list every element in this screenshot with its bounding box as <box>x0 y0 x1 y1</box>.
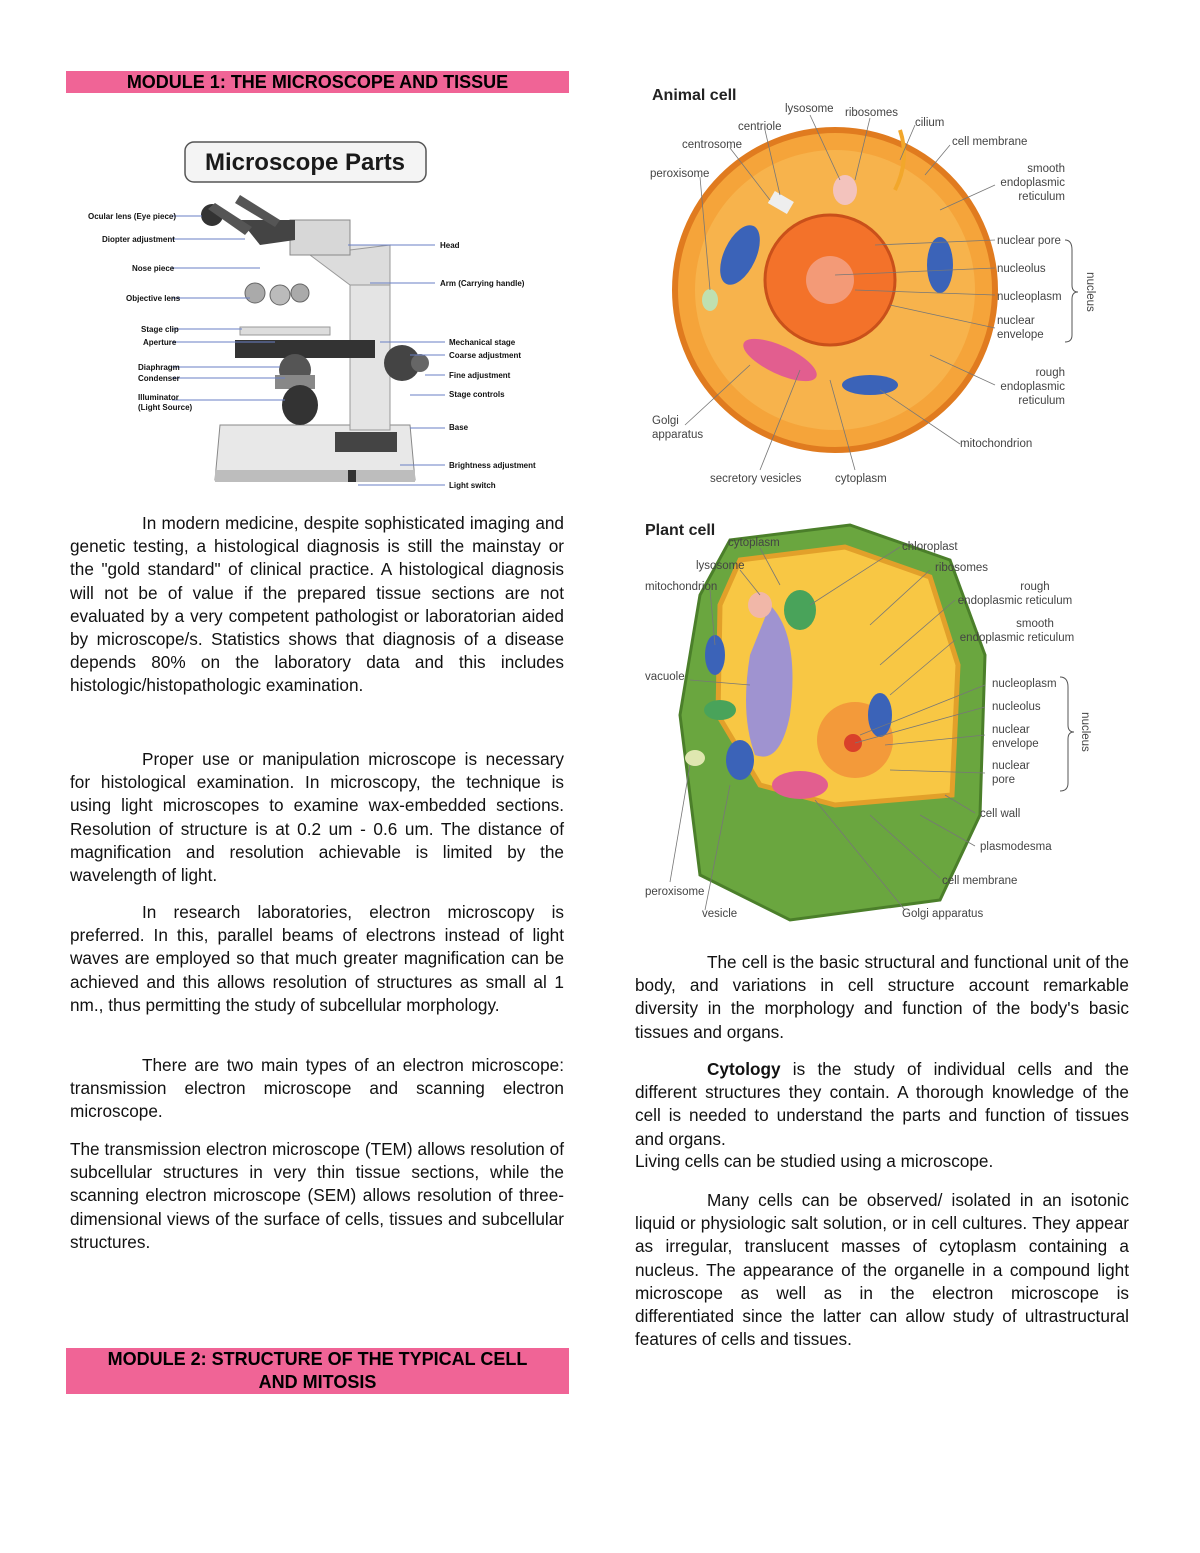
plant-label-chloroplast: chloroplast <box>902 541 958 553</box>
plant-label-nucleolus: nucleolus <box>992 701 1041 713</box>
label-head: Head <box>440 241 460 250</box>
animal-label-cytoplasm: cytoplasm <box>835 473 887 485</box>
label-ocular-lens: Ocular lens (Eye piece) <box>88 212 177 221</box>
animal-label-smooth: smooth <box>1027 163 1065 175</box>
cytology-term: Cytology <box>707 1059 781 1079</box>
label-base: Base <box>449 423 469 432</box>
plant-label-vesicle: vesicle <box>702 908 738 920</box>
plant-label-smooth-er: endoplasmic reticulum <box>959 632 1075 644</box>
animal-label-endoplasmic: endoplasmic <box>1000 177 1065 189</box>
label-diaphragm: Diaphragm <box>138 363 180 372</box>
animal-label-nucleolus: nucleolus <box>997 263 1046 275</box>
label-arm: Arm (Carrying handle) <box>440 279 525 288</box>
animal-label-cell-membrane: cell membrane <box>952 136 1028 148</box>
animal-nucleolus <box>806 256 854 304</box>
label-coarse-adjustment: Coarse adjustment <box>449 351 522 360</box>
label-mechanical-stage: Mechanical stage <box>449 338 516 347</box>
left-paragraph-5: The transmission electron microscope (TEM) allows resolution of subcellular structures in very thin tissue sections, while the scanning electron microscope (SEM) allows resolution of three-dimensional views of the surface of cells, tissues and subcellular structures. <box>70 1139 564 1252</box>
module2-title-line2: AND MITOSIS <box>258 1372 377 1392</box>
plant-label-rough: rough <box>1020 581 1050 593</box>
animal-label-rough: rough <box>1035 367 1065 379</box>
animal-label-reticulum: reticulum <box>1018 191 1065 203</box>
left-paragraph-1: In modern medicine, despite sophisticated imaging and genetic testing, a histological diagnosis is still the mainstay or the "gold standard" of clinical practice. A histological diagnosis will not be of value if the prepared tissue sections are not evaluated by a very competent pathologist or laboratorian aided by microscope/s. Statistics shows that diagnosis of a disease depends 80% on the laboratory data and this includes histologic/histopathologic examination. <box>70 513 564 696</box>
right-paragraph-1: The cell is the basic structural and functional unit of the body, and variations in cell structure account remarkable diversity in the morphology and function of the body's basic tissues and organs. <box>635 952 1129 1042</box>
plant-label-plasmodesma: plasmodesma <box>980 841 1052 853</box>
plant-label-peroxisome: peroxisome <box>645 886 705 898</box>
animal-label-nucleus: nucleus <box>1084 272 1096 312</box>
label-diopter: Diopter adjustment <box>102 235 175 244</box>
plant-label-vacuole: vacuole <box>645 671 685 683</box>
animal-label-centriole: centriole <box>738 121 782 133</box>
plant-label-lysosome: lysosome <box>696 560 745 572</box>
label-illuminator: Illuminator <box>138 393 179 402</box>
animal-label-nucleoplasm: nucleoplasm <box>997 291 1062 303</box>
label-light-switch: Light switch <box>449 481 496 490</box>
label-objective-lens: Objective lens <box>126 294 181 303</box>
label-stage-clip: Stage clip <box>141 325 179 334</box>
plant-label-rough-er: endoplasmic reticulum <box>957 595 1073 607</box>
animal-label-nuclear: nuclear <box>997 315 1035 327</box>
plant-label-nucleoplasm: nucleoplasm <box>992 678 1057 690</box>
label-brightness: Brightness adjustment <box>449 461 536 470</box>
animal-label-rough-reticulum: reticulum <box>1018 395 1065 407</box>
module1-title: MODULE 1: THE MICROSCOPE AND TISSUE <box>126 72 509 92</box>
plant-label-nuclear-2: nuclear <box>992 760 1030 772</box>
plant-label-nucleus: nucleus <box>1079 712 1091 752</box>
animal-label-ribosomes: ribosomes <box>845 107 899 119</box>
plant-label-pore: pore <box>992 774 1016 786</box>
module2-banner <box>66 1348 569 1394</box>
animal-cell-figure <box>640 80 1100 490</box>
plant-label-golgi: Golgi apparatus <box>902 908 984 920</box>
plant-label-cell-membrane: cell membrane <box>942 875 1018 887</box>
plant-label-ribosomes: ribosomes <box>935 562 989 574</box>
label-aperture: Aperture <box>143 338 177 347</box>
cytology-definition: is the study of individual cells and the different structures they contain. A thorough knowledge of the cell is needed to understand the parts and function of tissues and organs. <box>635 1059 1129 1149</box>
label-condenser: Condenser <box>138 374 180 383</box>
label-fine-adjustment: Fine adjustment <box>449 371 511 380</box>
microscope-figure <box>80 135 550 500</box>
animal-label-cilium: cilium <box>915 117 945 129</box>
left-paragraph-2: Proper use or manipulation microscope is necessary for histological examination. In microscopy, the technique is using light microscopes to examine wax-embedded sections. Resolution of structure is at 0.2 um - 0.6 um. The distance of magnification and resolution achievable is limited by the wavelength of light. <box>70 749 564 886</box>
animal-label-centrosome: centrosome <box>682 139 743 151</box>
plant-label-cell-wall: cell wall <box>980 808 1021 820</box>
animal-label-golgi: Golgi <box>652 415 679 427</box>
microscope-title: Microscope Parts <box>204 149 406 176</box>
left-paragraph-3: In research laboratories, electron microscopy is preferred. In this, parallel beams of electrons instead of light waves are employed so that much greater magnification can be achieved and this allows resolution of structures as small al 1 nm., thus permitting the study of subcellular morphology. <box>70 902 564 1015</box>
animal-cell-title: Animal cell <box>652 87 737 104</box>
label-stage-controls: Stage controls <box>449 390 505 399</box>
plant-label-envelope: envelope <box>992 738 1039 750</box>
animal-label-apparatus: apparatus <box>652 429 704 441</box>
plant-label-mitochondrion: mitochondrion <box>645 581 718 593</box>
plant-label-smooth: smooth <box>1016 618 1054 630</box>
right-paragraph-2-line: Living cells can be studied using a microscope. <box>635 1151 994 1171</box>
label-light-source: (Light Source) <box>138 403 193 412</box>
plant-label-nuclear: nuclear <box>992 724 1030 736</box>
right-paragraph-3: Many cells can be observed/ isolated in an isotonic liquid or physiologic salt solution, or in cell cultures. They appear as irregular, translucent masses of cytoplasm containing a nucleus. The appearance of the organelle in a compound light microscope as well as in the electron microscope is differentiated since the latter can allow study of ultrastructural features of cells and tissues. <box>635 1190 1129 1350</box>
animal-label-secretory-vesicles: secretory vesicles <box>710 473 802 485</box>
animal-label-lysosome: lysosome <box>785 103 834 115</box>
animal-label-nuclear-pore: nuclear pore <box>997 235 1061 247</box>
plant-label-cytoplasm: cytoplasm <box>728 537 780 549</box>
module1-banner <box>66 71 569 93</box>
module2-title-line1: MODULE 2: STRUCTURE OF THE TYPICAL CELL <box>107 1349 528 1369</box>
animal-label-rough-endoplasmic: endoplasmic <box>1000 381 1065 393</box>
animal-label-mitochondrion: mitochondrion <box>960 438 1033 450</box>
animal-label-envelope: envelope <box>997 329 1044 341</box>
right-paragraph-2 <box>635 1058 1129 1151</box>
plant-cell-title: Plant cell <box>645 522 716 539</box>
left-paragraph-4: There are two main types of an electron microscope: transmission electron microscope and scanning electron microscope. <box>70 1055 564 1122</box>
microscope-illustration <box>201 195 429 482</box>
animal-label-peroxisome: peroxisome <box>650 168 710 180</box>
label-nose-piece: Nose piece <box>132 264 175 273</box>
plant-cell-figure <box>640 515 1100 925</box>
